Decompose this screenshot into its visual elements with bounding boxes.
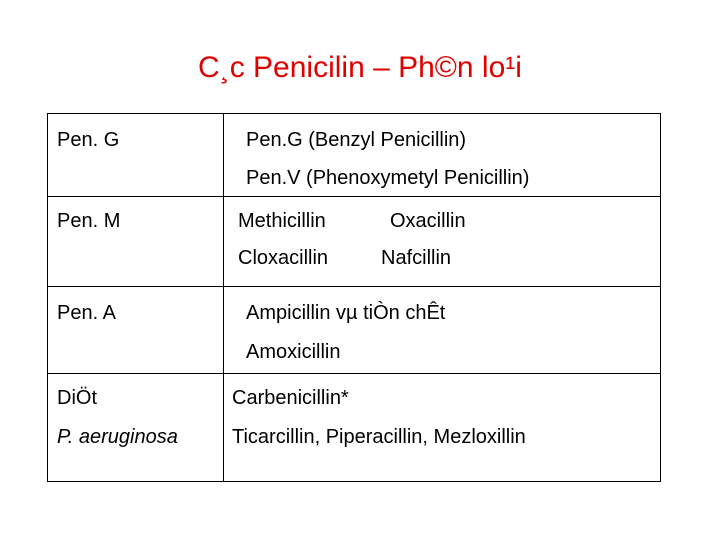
drugs-cell: [224, 197, 661, 287]
group-cell: [48, 287, 224, 374]
drugs-cell: [224, 114, 661, 197]
group-cell: [48, 114, 224, 197]
group-label: Pen. M: [57, 210, 121, 232]
drug-name: Cloxacillin: [238, 247, 329, 269]
drug-name: Methicillin: [238, 210, 326, 232]
drug-name: Oxacillin: [390, 210, 466, 232]
drug-line: Pen.G (Benzyl Penicillin): [246, 129, 467, 151]
group-cell: [48, 374, 224, 482]
penicillin-classification-table: [47, 113, 661, 482]
group-label: DiÖt: [57, 387, 97, 409]
drugs-cell: [224, 287, 661, 374]
group-label: Pen. G: [57, 129, 120, 151]
drug-line: Ampicillin vµ tiÒn chÊt: [246, 302, 446, 324]
table-row: [48, 114, 661, 197]
drugs-cell: [224, 374, 661, 482]
table-row: [48, 287, 661, 374]
drug-line: Carbenicillin*: [232, 387, 349, 409]
drug-name: Nafcillin: [381, 247, 452, 269]
drug-line: Ticarcillin, Piperacillin, Mezloxillin: [232, 426, 526, 448]
drug-line: Amoxicillin: [246, 341, 341, 363]
table-row: [48, 197, 661, 287]
organism-label: P. aeruginosa: [57, 426, 178, 448]
group-label: Pen. A: [57, 302, 116, 324]
slide-title: C¸c Penicilin – Ph©n lo¹i: [198, 51, 522, 84]
group-cell: [48, 197, 224, 287]
table-row: [48, 374, 661, 482]
drug-line: Pen.V (Phenoxymetyl Penicillin): [246, 167, 530, 189]
